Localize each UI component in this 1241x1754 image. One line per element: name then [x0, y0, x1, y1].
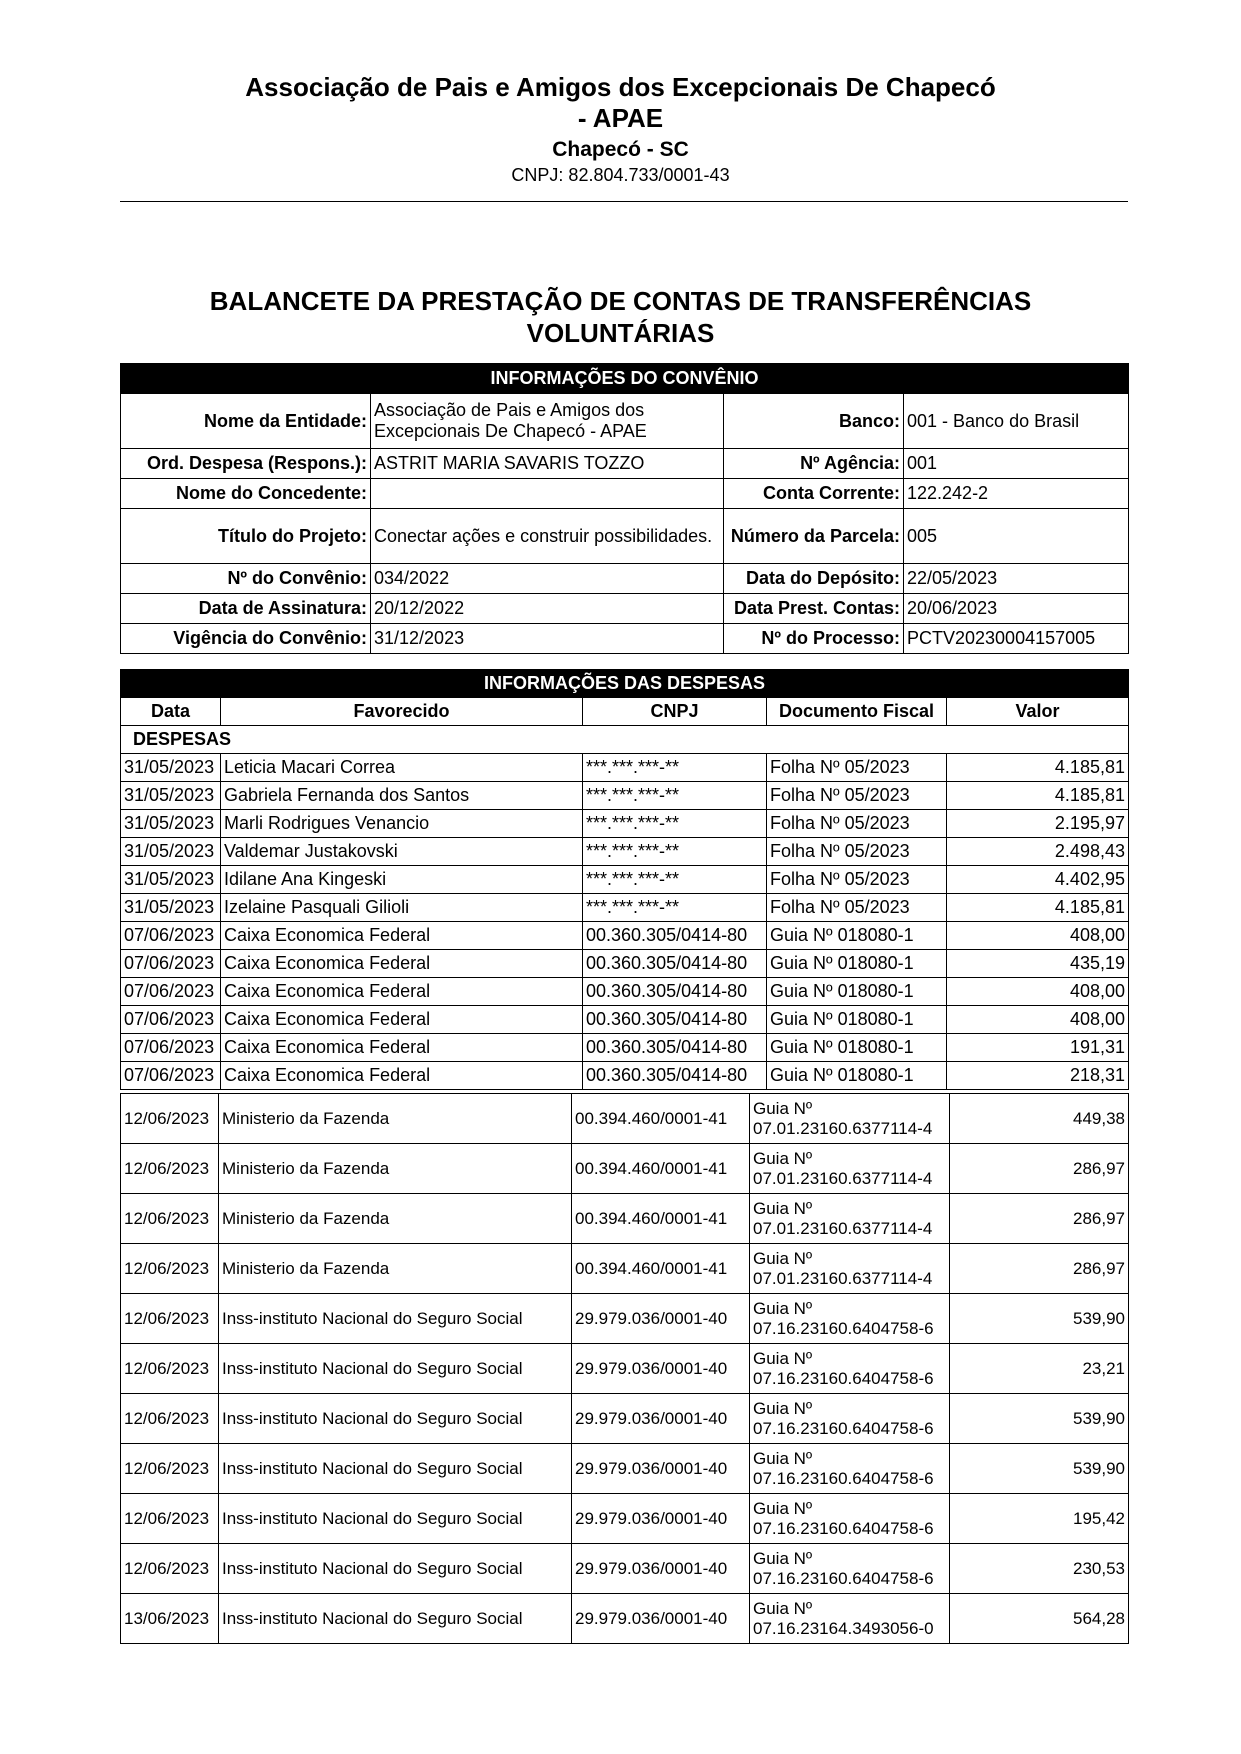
header-divider: [120, 201, 1128, 202]
cell-favorecido: Caixa Economica Federal: [221, 922, 583, 950]
documento-line-2: 07.01.23160.6377114-4: [753, 1268, 933, 1288]
cell-valor: 539,90: [950, 1294, 1129, 1344]
value-ord-despesa: ASTRIT MARIA SAVARIS TOZZO: [371, 449, 724, 479]
cell-valor: 195,42: [950, 1494, 1129, 1544]
cell-favorecido: Leticia Macari Correa: [221, 754, 583, 782]
cell-favorecido: Izelaine Pasquali Gilioli: [221, 894, 583, 922]
documento-line-1: Guia Nº: [753, 1548, 813, 1568]
cell-data: 12/06/2023: [121, 1494, 219, 1544]
cell-documento: [750, 1244, 950, 1294]
cell-valor: 191,31: [947, 1034, 1129, 1062]
documento-line-2: 07.16.23160.6404758-6: [753, 1318, 934, 1338]
cell-documento: [750, 1444, 950, 1494]
cell-favorecido: Caixa Economica Federal: [221, 1034, 583, 1062]
label-convenio: Nº do Convênio:: [121, 564, 371, 594]
cell-data: 31/05/2023: [121, 894, 221, 922]
value-prest-contas: 20/06/2023: [904, 594, 1129, 624]
convenio-section-title: INFORMAÇÕES DO CONVÊNIO: [121, 364, 1129, 394]
cell-cnpj: 29.979.036/0001-40: [572, 1294, 750, 1344]
info-row: [121, 394, 1129, 449]
cell-data: 12/06/2023: [121, 1394, 219, 1444]
table-row: [121, 1144, 1129, 1194]
label-agencia: Nº Agência:: [724, 449, 904, 479]
documento-line-1: Guia Nº: [753, 1298, 813, 1318]
cell-documento: [750, 1394, 950, 1444]
cell-cnpj: ***.***.***-**: [583, 782, 767, 810]
cell-documento: Folha Nº 05/2023: [767, 838, 947, 866]
cell-valor: 435,19: [947, 950, 1129, 978]
documento-line-2: 07.16.23164.3493056-0: [753, 1618, 934, 1638]
cell-documento: Folha Nº 05/2023: [767, 810, 947, 838]
cell-cnpj: 00.394.460/0001-41: [572, 1194, 750, 1244]
value-agencia: 001: [904, 449, 1129, 479]
cell-documento: [750, 1144, 950, 1194]
cell-cnpj: 29.979.036/0001-40: [572, 1344, 750, 1394]
cell-documento: Guia Nº 018080-1: [767, 978, 947, 1006]
convenio-info-table: [120, 363, 1129, 654]
table-row: [121, 1294, 1129, 1344]
cell-favorecido: Caixa Economica Federal: [221, 950, 583, 978]
cell-valor: 286,97: [950, 1194, 1129, 1244]
table-row: [121, 754, 1129, 782]
cell-favorecido: Inss-instituto Nacional do Seguro Social: [219, 1444, 572, 1494]
organization-city: Chapecó - SC: [552, 138, 689, 161]
info-row: [121, 594, 1129, 624]
cell-documento: [750, 1594, 950, 1644]
col-header-documento: Documento Fiscal: [767, 698, 947, 726]
cell-favorecido: Caixa Economica Federal: [221, 1062, 583, 1090]
cell-data: 07/06/2023: [121, 978, 221, 1006]
info-row: [121, 624, 1129, 654]
documento-line-1: Guia Nº: [753, 1348, 813, 1368]
cell-favorecido: Gabriela Fernanda dos Santos: [221, 782, 583, 810]
cell-cnpj: 00.394.460/0001-41: [572, 1094, 750, 1144]
cell-cnpj: ***.***.***-**: [583, 754, 767, 782]
cell-valor: 4.185,81: [947, 782, 1129, 810]
cell-documento: Folha Nº 05/2023: [767, 894, 947, 922]
cell-valor: 408,00: [947, 922, 1129, 950]
cell-documento: Folha Nº 05/2023: [767, 754, 947, 782]
cell-data: 07/06/2023: [121, 1034, 221, 1062]
cell-documento: Guia Nº 018080-1: [767, 1006, 947, 1034]
cell-documento: Folha Nº 05/2023: [767, 866, 947, 894]
documento-line-2: 07.16.23160.6404758-6: [753, 1468, 934, 1488]
cell-data: 07/06/2023: [121, 950, 221, 978]
cell-cnpj: 00.394.460/0001-41: [572, 1244, 750, 1294]
table-row: [121, 1594, 1129, 1644]
value-titulo-projeto: Conectar ações e construir possibilidades.: [371, 509, 724, 564]
info-row: [121, 564, 1129, 594]
cell-valor: 286,97: [950, 1244, 1129, 1294]
cell-favorecido: Ministerio da Fazenda: [219, 1244, 572, 1294]
cell-favorecido: Inss-instituto Nacional do Seguro Social: [219, 1394, 572, 1444]
info-row: [121, 509, 1129, 564]
documento-line-1: Guia Nº: [753, 1448, 813, 1468]
cell-cnpj: 29.979.036/0001-40: [572, 1594, 750, 1644]
cell-cnpj: ***.***.***-**: [583, 838, 767, 866]
label-deposito: Data do Depósito:: [724, 564, 904, 594]
organization-name: Associação de Pais e Amigos dos Excepcionais De Chapecó - APAE: [245, 72, 996, 133]
cell-favorecido: Idilane Ana Kingeski: [221, 866, 583, 894]
value-vigencia: 31/12/2023: [371, 624, 724, 654]
cell-favorecido: Inss-instituto Nacional do Seguro Social: [219, 1294, 572, 1344]
cell-favorecido: Inss-instituto Nacional do Seguro Social: [219, 1494, 572, 1544]
documento-line-1: Guia Nº: [753, 1198, 813, 1218]
table-row: [121, 782, 1129, 810]
label-banco: Banco:: [724, 394, 904, 449]
cell-cnpj: 00.360.305/0414-80: [583, 950, 767, 978]
despesas-table: [120, 669, 1129, 1090]
documento-line-2: 07.16.23160.6404758-6: [753, 1368, 934, 1388]
documento-line-1: Guia Nº: [753, 1248, 813, 1268]
cell-data: 13/06/2023: [121, 1594, 219, 1644]
cell-data: 31/05/2023: [121, 754, 221, 782]
cell-documento: [750, 1094, 950, 1144]
label-nome-entidade: Nome da Entidade:: [121, 394, 371, 449]
cell-cnpj: 29.979.036/0001-40: [572, 1494, 750, 1544]
cell-cnpj: 29.979.036/0001-40: [572, 1394, 750, 1444]
cell-valor: 286,97: [950, 1144, 1129, 1194]
label-conta: Conta Corrente:: [724, 479, 904, 509]
cell-valor: 218,31: [947, 1062, 1129, 1090]
cell-valor: 564,28: [950, 1594, 1129, 1644]
cell-favorecido: Valdemar Justakovski: [221, 838, 583, 866]
label-vigencia: Vigência do Convênio:: [121, 624, 371, 654]
cell-favorecido: Marli Rodrigues Venancio: [221, 810, 583, 838]
label-titulo-projeto: Título do Projeto:: [121, 509, 371, 564]
cell-favorecido: Caixa Economica Federal: [221, 1006, 583, 1034]
cell-valor: 2.498,43: [947, 838, 1129, 866]
cell-data: 12/06/2023: [121, 1344, 219, 1394]
cell-favorecido: Inss-instituto Nacional do Seguro Social: [219, 1344, 572, 1394]
label-assinatura: Data de Assinatura:: [121, 594, 371, 624]
cell-documento: [750, 1494, 950, 1544]
cell-cnpj: ***.***.***-**: [583, 866, 767, 894]
cell-data: 31/05/2023: [121, 810, 221, 838]
cell-valor: 408,00: [947, 1006, 1129, 1034]
cell-data: 31/05/2023: [121, 866, 221, 894]
value-banco: 001 - Banco do Brasil: [904, 394, 1129, 449]
value-assinatura: 20/12/2022: [371, 594, 724, 624]
table-row: [121, 1244, 1129, 1294]
column-headers: [121, 698, 1129, 726]
cell-valor: 539,90: [950, 1444, 1129, 1494]
cell-data: 12/06/2023: [121, 1444, 219, 1494]
documento-line-2: 07.01.23160.6377114-4: [753, 1118, 933, 1138]
documento-line-1: Guia Nº: [753, 1098, 813, 1118]
value-convenio: 034/2022: [371, 564, 724, 594]
cell-cnpj: 29.979.036/0001-40: [572, 1544, 750, 1594]
cell-data: 12/06/2023: [121, 1194, 219, 1244]
cell-data: 07/06/2023: [121, 1062, 221, 1090]
cell-cnpj: 00.360.305/0414-80: [583, 978, 767, 1006]
table-row: [121, 1094, 1129, 1144]
table-row: [121, 950, 1129, 978]
cell-valor: 4.402,95: [947, 866, 1129, 894]
cell-documento: Guia Nº 018080-1: [767, 1034, 947, 1062]
col-header-valor: Valor: [947, 698, 1129, 726]
cell-documento: [750, 1194, 950, 1244]
cell-valor: 408,00: [947, 978, 1129, 1006]
table-row: [121, 1034, 1129, 1062]
cell-favorecido: Caixa Economica Federal: [221, 978, 583, 1006]
cell-favorecido: Ministerio da Fazenda: [219, 1144, 572, 1194]
despesas-table-guias: [120, 1093, 1129, 1644]
cell-documento: [750, 1544, 950, 1594]
cell-valor: 4.185,81: [947, 894, 1129, 922]
cell-documento: Guia Nº 018080-1: [767, 922, 947, 950]
info-row: [121, 449, 1129, 479]
cell-data: 31/05/2023: [121, 838, 221, 866]
table-row: [121, 1394, 1129, 1444]
value-processo: PCTV20230004157005: [904, 624, 1129, 654]
despesas-section-title: INFORMAÇÕES DAS DESPESAS: [121, 670, 1129, 698]
cell-documento: [750, 1294, 950, 1344]
label-processo: Nº do Processo:: [724, 624, 904, 654]
cell-cnpj: 00.360.305/0414-80: [583, 922, 767, 950]
info-row: [121, 479, 1129, 509]
cell-documento: Guia Nº 018080-1: [767, 950, 947, 978]
documento-line-2: 07.01.23160.6377114-4: [753, 1218, 933, 1238]
table-row: [121, 1062, 1129, 1090]
documento-line-1: Guia Nº: [753, 1148, 813, 1168]
cell-valor: 2.195,97: [947, 810, 1129, 838]
cell-data: 12/06/2023: [121, 1144, 219, 1194]
documento-line-1: Guia Nº: [753, 1398, 813, 1418]
documento-line-2: 07.16.23160.6404758-6: [753, 1568, 934, 1588]
cell-favorecido: Ministerio da Fazenda: [219, 1194, 572, 1244]
table-row: [121, 838, 1129, 866]
cell-valor: 449,38: [950, 1094, 1129, 1144]
label-prest-contas: Data Prest. Contas:: [724, 594, 904, 624]
col-header-favorecido: Favorecido: [221, 698, 583, 726]
value-parcela: 005: [904, 509, 1129, 564]
table-row: [121, 978, 1129, 1006]
cell-data: 12/06/2023: [121, 1094, 219, 1144]
cell-cnpj: 00.360.305/0414-80: [583, 1006, 767, 1034]
documento-line-1: Guia Nº: [753, 1598, 813, 1618]
col-header-cnpj: CNPJ: [583, 698, 767, 726]
table-row: [121, 866, 1129, 894]
documento-line-2: 07.16.23160.6404758-6: [753, 1518, 934, 1538]
value-nome-entidade: Associação de Pais e Amigos dos Excepcionais De Chapecó - APAE: [371, 394, 724, 449]
cell-cnpj: 00.360.305/0414-80: [583, 1062, 767, 1090]
label-concedente: Nome do Concedente:: [121, 479, 371, 509]
table-row: [121, 1494, 1129, 1544]
cell-documento: Guia Nº 018080-1: [767, 1062, 947, 1090]
title-line-2: VOLUNTÁRIAS: [526, 318, 715, 348]
cell-data: 12/06/2023: [121, 1244, 219, 1294]
value-concedente: [371, 479, 724, 509]
label-ord-despesa: Ord. Despesa (Respons.):: [121, 449, 371, 479]
cell-data: 07/06/2023: [121, 922, 221, 950]
table-row: [121, 894, 1129, 922]
cell-documento: [750, 1344, 950, 1394]
document-header: [0, 72, 1241, 186]
cell-cnpj: ***.***.***-**: [583, 894, 767, 922]
label-parcela: Número da Parcela:: [724, 509, 904, 564]
table-row: [121, 1194, 1129, 1244]
cell-cnpj: 29.979.036/0001-40: [572, 1444, 750, 1494]
cell-data: 31/05/2023: [121, 782, 221, 810]
table-row: [121, 1344, 1129, 1394]
cell-favorecido: Inss-instituto Nacional do Seguro Social: [219, 1544, 572, 1594]
cell-data: 07/06/2023: [121, 1006, 221, 1034]
cell-documento: Folha Nº 05/2023: [767, 782, 947, 810]
table-row: [121, 1006, 1129, 1034]
cell-data: 12/06/2023: [121, 1294, 219, 1344]
table-row: [121, 1544, 1129, 1594]
col-header-data: Data: [121, 698, 221, 726]
documento-line-2: 07.16.23160.6404758-6: [753, 1418, 934, 1438]
cell-data: 12/06/2023: [121, 1544, 219, 1594]
cell-valor: 4.185,81: [947, 754, 1129, 782]
cell-favorecido: Inss-instituto Nacional do Seguro Social: [219, 1594, 572, 1644]
cell-cnpj: 00.360.305/0414-80: [583, 1034, 767, 1062]
cell-cnpj: ***.***.***-**: [583, 810, 767, 838]
cell-valor: 539,90: [950, 1394, 1129, 1444]
document-title: [0, 285, 1241, 349]
group-label-despesas: DESPESAS: [121, 726, 1129, 754]
documento-line-1: Guia Nº: [753, 1498, 813, 1518]
table-row: [121, 922, 1129, 950]
cell-valor: 230,53: [950, 1544, 1129, 1594]
table-row: [121, 810, 1129, 838]
table-row: [121, 1444, 1129, 1494]
documento-line-2: 07.01.23160.6377114-4: [753, 1168, 933, 1188]
title-line-1: BALANCETE DA PRESTAÇÃO DE CONTAS DE TRANSFERÊNCIAS: [209, 286, 1032, 316]
cell-favorecido: Ministerio da Fazenda: [219, 1094, 572, 1144]
cell-valor: 23,21: [950, 1344, 1129, 1394]
value-conta: 122.242-2: [904, 479, 1129, 509]
value-deposito: 22/05/2023: [904, 564, 1129, 594]
organization-cnpj: CNPJ: 82.804.733/0001-43: [511, 165, 730, 185]
cell-cnpj: 00.394.460/0001-41: [572, 1144, 750, 1194]
